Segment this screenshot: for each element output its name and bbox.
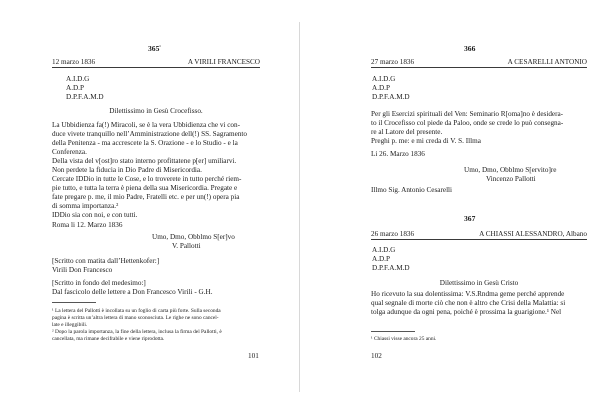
editorial-note: [Scritto in fondo del medesimo:] xyxy=(52,279,146,287)
header-rule xyxy=(371,67,587,68)
right-page xyxy=(300,0,599,411)
signature: Vincenzo Pallotti xyxy=(486,175,536,183)
header-line: D.P.F.A.M.D xyxy=(372,264,410,272)
header-line: A.I.D.G xyxy=(66,75,90,83)
letter-date: 26 marzo 1836 xyxy=(371,230,415,238)
body-line: Preghi p. me: e mi creda di V. S. Illma xyxy=(371,137,481,145)
salutation: Dilettissimo in Gesù Cristo xyxy=(439,279,519,287)
editorial-note: Dal fascicolo delle lettere a Don Francesco Virili - G.H. xyxy=(52,288,213,296)
body-line: duce vivete tranquillo nell’Amministrazione dell(!) SS. Sagramento xyxy=(52,130,248,138)
page-number: 101 xyxy=(248,352,259,360)
editorial-note: [Scritto con matita dall’Hettenkofer:] xyxy=(52,257,160,265)
closing-line: Umo, Dmo, Obblmo S[er]vo xyxy=(152,233,235,241)
header-line: A.D.P xyxy=(66,84,84,92)
body-line: della Penitenza - ma accrescete la S. Orazione - e lo Studio - e la xyxy=(52,139,238,147)
address-line: Illmo Sig. Antonio Cesarelli xyxy=(371,186,453,194)
header-rule xyxy=(52,67,260,68)
body-line: fate pregare p. me, il mio Padre, Fratelli etc. e per un(!) opera pia xyxy=(52,193,240,201)
footnote-rule xyxy=(371,331,415,332)
body-line: Per gli Esercizi spirituali del Ven: Seminario R[oma]no è desidera- xyxy=(371,110,564,118)
page-number: 102 xyxy=(371,352,382,360)
body-line: Della vista del v[ost]ro stato interno profittatene p[er] umiliarvi. xyxy=(52,157,237,165)
header-line: A.D.P xyxy=(372,84,390,92)
body-line: Cercate IDDio in tutte le Cose, e lo troverete in tutto perché riem- xyxy=(52,175,242,183)
footnote-line: ² Dopo la parola importanza, la fine della lettera, inclusa la firma del Pallotti, è xyxy=(52,329,222,335)
place-date: Li 26. Marzo 1836 xyxy=(371,150,425,158)
letter-number: 366 xyxy=(464,44,476,53)
letter-recipient: A CESARELLI ANTONIO xyxy=(507,58,587,66)
body-line: pie tutto, e tutta la terra è piena della sua Misericordia. Pregate e xyxy=(52,184,238,192)
footnote-line: ¹ La lettera del Pallotti è incollata su un foglio di carta più forte. Sulla seconda xyxy=(52,308,221,314)
body-line: re al Latore del presente. xyxy=(371,128,443,136)
body-line: La Ubbidienza fa(!) Miracoli, se è la vera Ubbidienza che vi con- xyxy=(52,121,240,129)
body-line: qual segnale di morte ciò che non è altro che Crisi della Malattia: si xyxy=(371,299,566,307)
footnote-line: pagina è scritta un’altra lettera di mano sconosciuta. Le righe ne sono cancel- xyxy=(52,315,219,321)
salutation: Dilettissimo in Gesù Crocefisso. xyxy=(109,107,203,115)
header-line: A.I.D.G xyxy=(372,246,396,254)
header-rule xyxy=(371,239,587,240)
header-line: A.I.D.G xyxy=(372,75,396,83)
footnote-line: late e illeggibili. xyxy=(52,322,88,328)
letter-number: $365^{^1}$ xyxy=(148,44,161,53)
letter-date: 27 marzo 1836 xyxy=(371,58,415,66)
editorial-note: Virili Don Francesco xyxy=(52,266,113,274)
footnote-rule xyxy=(52,302,96,303)
letter-recipient: A VIRILI FRANCESCO xyxy=(187,58,260,66)
footnote-line: ¹ Chiassi visse ancora 25 anni. xyxy=(371,336,437,342)
body-line: Ho ricevuto la sua dolentissima: V.S.Rndma geme perché apprende xyxy=(371,290,565,298)
letter-number-note-mark: ¹ xyxy=(159,44,161,49)
letter-number: 367 xyxy=(464,214,476,223)
header-line: D.P.F.A.M.D xyxy=(66,93,104,101)
body-line: IDDio sia con noi, e con tutti. xyxy=(52,211,138,219)
body-line: Conferenza. xyxy=(52,148,87,156)
body-line: di somma importanza.² xyxy=(52,202,119,210)
signature: V. Pallotti xyxy=(172,242,201,250)
body-line: Non perdete la fiducia in Dio Padre di Misericordia. xyxy=(52,166,202,174)
letter-date: 12 marzo 1836 xyxy=(52,58,96,66)
header-line: D.P.F.A.M.D xyxy=(372,93,410,101)
letter-recipient: A CHIASSI ALESSANDRO, Albano xyxy=(479,230,587,238)
body-line: to il Crocefisso col piede da Paloo, onde se crede lo può consegna- xyxy=(371,119,564,127)
closing-line: Umo, Dmo, Obblmo S[ervito]re xyxy=(464,166,557,174)
footnote-line: cancellata, ma rimane decifrabile e viene riprodotta. xyxy=(52,336,165,342)
header-line: A.D.P xyxy=(372,255,390,263)
place-date: Roma li 12. Marzo 1836 xyxy=(52,221,123,229)
body-line: tolga adunque da ogni pena, poiché è prossima la guarigione.¹ Nel xyxy=(371,308,562,316)
